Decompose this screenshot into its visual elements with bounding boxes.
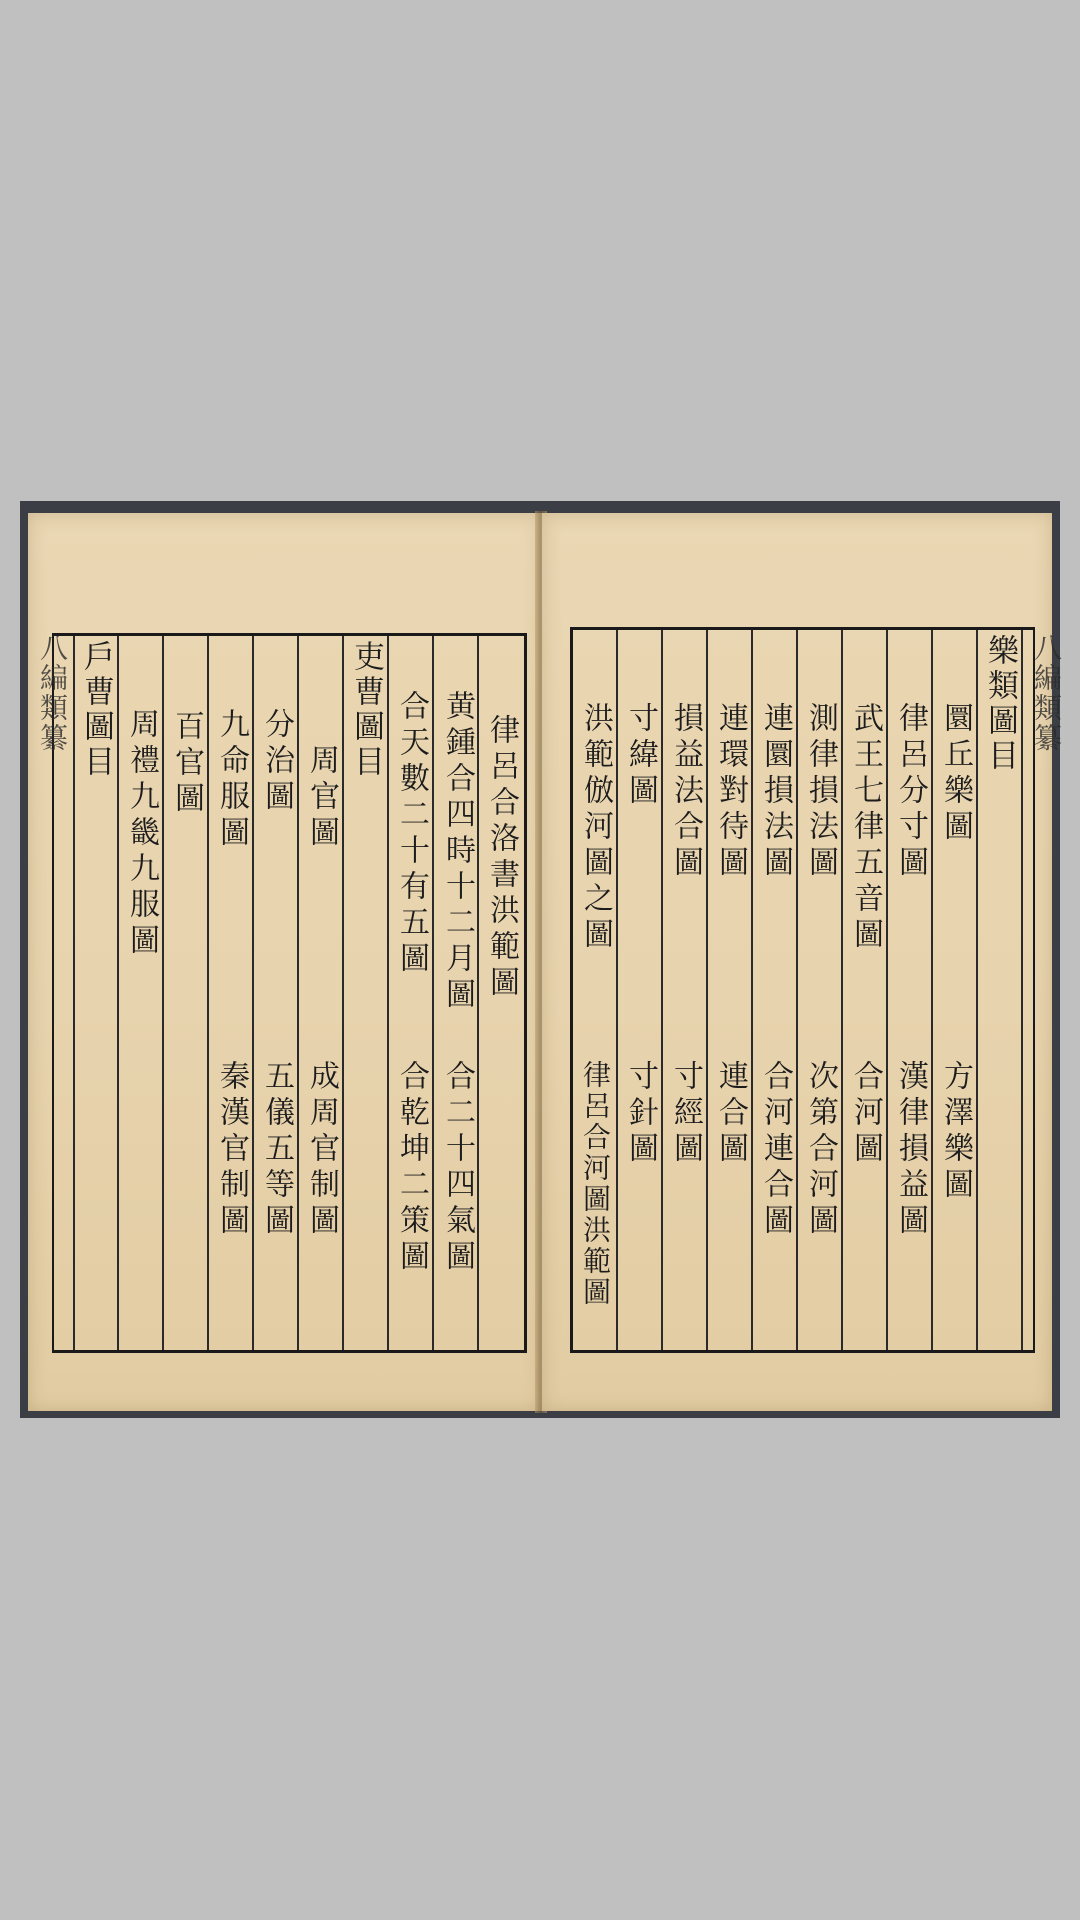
text-column [843, 630, 887, 1350]
left-page-frame [52, 633, 527, 1353]
text-column [435, 636, 479, 1350]
page-margin-title: 八編類纂 [1030, 633, 1063, 753]
entry-top: 律呂合洛書洪範圖 [484, 714, 519, 1002]
entry-bottom: 合二十四氣圖 [440, 1060, 475, 1276]
text-column [618, 630, 662, 1350]
entry-top: 黄鍾合四時十二月圖 [440, 690, 475, 1014]
text-column [663, 630, 707, 1350]
text-column [798, 630, 842, 1350]
book-scan [20, 501, 1063, 1418]
text-column [254, 636, 298, 1350]
entry-top: 律呂分寸圖 [893, 702, 928, 882]
text-column [344, 636, 388, 1350]
right-page-frame [570, 627, 1035, 1353]
entry-top: 圜丘樂圖 [938, 702, 973, 846]
text-column [978, 630, 1022, 1350]
text-column [209, 636, 253, 1350]
section-title: 戶曹圖目 [78, 640, 114, 780]
text-column [753, 630, 797, 1350]
entry-top: 損益法合圖 [668, 702, 703, 882]
entry-bottom: 成周官制圖 [304, 1060, 339, 1240]
section-title: 吏曹圖目 [348, 640, 384, 780]
entry-bottom: 連合圖 [713, 1060, 748, 1168]
entry-top: 分治圖 [259, 708, 294, 816]
text-column [299, 636, 343, 1350]
text-column [933, 630, 977, 1350]
text-column [119, 636, 163, 1350]
entry-bottom: 方澤樂圖 [938, 1060, 973, 1204]
text-column [573, 630, 617, 1350]
entry-bottom: 次第合河圖 [803, 1060, 838, 1240]
page-margin-title: 八編類纂 [36, 633, 69, 753]
text-column [888, 630, 932, 1350]
entry-bottom: 合河圖 [848, 1060, 883, 1168]
entry-top: 九命服圖 [214, 708, 249, 852]
entry-top: 連圜損法圖 [758, 702, 793, 882]
entry-top: 百官圖 [169, 710, 204, 818]
text-column [479, 636, 523, 1350]
entry-bottom: 合乾坤二策圖 [394, 1060, 429, 1276]
right-page [542, 513, 1063, 1411]
entry-bottom: 寸針圖 [623, 1060, 658, 1168]
entry-bottom: 律呂合河圖洪範圖 [579, 1060, 612, 1308]
entry-top: 周官圖 [304, 744, 339, 852]
entry-top: 周禮九畿九服圖 [124, 708, 159, 960]
entry-top: 合天數二十有五圖 [394, 690, 429, 978]
text-column [74, 636, 118, 1350]
entry-bottom: 五儀五等圖 [259, 1060, 294, 1240]
left-page [28, 513, 542, 1411]
entry-bottom: 寸經圖 [668, 1060, 703, 1168]
entry-bottom: 秦漢官制圖 [214, 1060, 249, 1240]
text-column [164, 636, 208, 1350]
entry-bottom: 合河連合圖 [758, 1060, 793, 1240]
text-column [708, 630, 752, 1350]
text-column [389, 636, 433, 1350]
entry-top: 寸緯圖 [623, 702, 658, 810]
section-title: 樂類圖目 [982, 634, 1018, 774]
entry-top: 洪範倣河圖之圖 [578, 702, 613, 954]
entry-top: 測律損法圖 [803, 702, 838, 882]
entry-bottom: 漢律損益圖 [893, 1060, 928, 1240]
entry-top: 連環對待圖 [713, 702, 748, 882]
entry-top: 武王七律五音圖 [848, 702, 883, 954]
